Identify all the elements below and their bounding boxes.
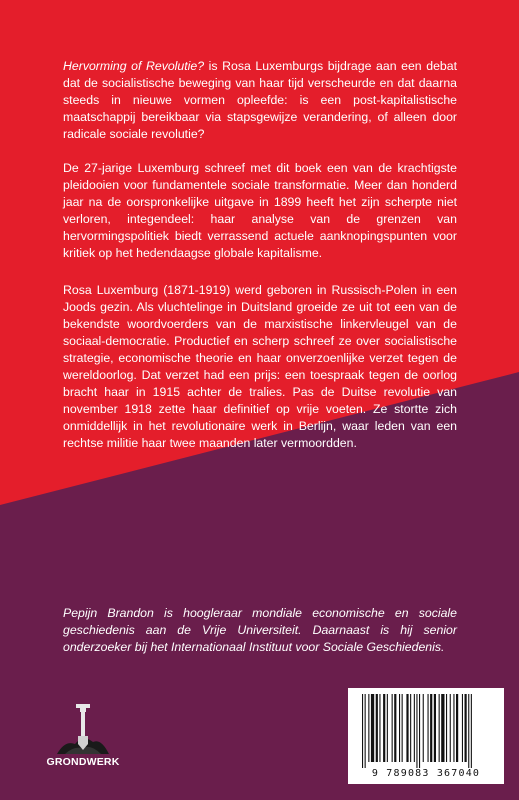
barcode-graphic [360, 694, 498, 770]
barcode-bar [468, 694, 469, 768]
barcode-bar [383, 694, 385, 762]
barcode-bar [416, 694, 417, 768]
barcode-bar [450, 694, 451, 762]
shovel-in-ground-icon [43, 700, 123, 756]
barcode-bar [465, 694, 467, 762]
barcode-bar [365, 694, 366, 768]
summary-paragraph: De 27-jarige Luxemburg schreef met dit boek een van de krachtigste pleidooien voor fundamentele sociale transformatie. Meer dan honderd jaar na de oorspronkelijke uitgave in 1899 heeft het zijn scherpte niet verloren, integendeel: haar analyse van de grenzen van hervormingspolitiek biedt verrassend actuele aanknopingspunten voor kritiek op het hedendaagse globale kapitalisme. [63, 161, 457, 260]
author-history-paragraph: Rosa Luxemburg (1871-1919) werd geboren in Russisch-Polen in een Joods gezin. Als vluchtelinge in Duitsland groeide ze uit tot een van de bekendste woordvoerders van de marxistische linkervleugel van de sociaal-democratie. Productief en scherp schreef ze over socialistische strategie, economische theorie en haar onverzoenlijke verzet tegen de wereldoorlog. Dat verzet had een prijs: een toespraak tegen de oorlog bracht haar in 1915 achter de tralies. Pas de Duitse revolutie van november 1918 zette haar definitief op vrije voeten. Ze stortte zich onmiddellijk in het revolutionaire werk in Berlijn, waar leden van een rechtse militie haar twee maanden later vermoordden. [63, 283, 457, 450]
barcode-bar [439, 694, 440, 762]
editor-bio-paragraph: Pepijn Brandon is hoogleraar mondiale economische en sociale geschiedenis aan de Vrije Universiteit. Daarnaast is hij senior onderzoeker bij het Internationaal Instituut voor Sociale Geschiedenis. [63, 606, 457, 654]
barcode-bar [441, 694, 444, 762]
intro-paragraph [63, 58, 457, 143]
barcode-bar [446, 694, 447, 762]
barcode-bar [399, 694, 400, 762]
barcode-bar [453, 694, 454, 762]
barcode-bar [379, 694, 380, 762]
barcode-bar [462, 694, 463, 762]
barcode-bar [392, 694, 393, 762]
barcode-bar [406, 694, 408, 762]
publisher-logo [43, 700, 123, 770]
book-title-inline: Hervorming of Revolutie? [63, 59, 205, 73]
barcode-bar [410, 694, 411, 762]
barcode-bar [434, 694, 436, 762]
barcode-bar [394, 694, 396, 762]
barcode-bar [414, 694, 415, 762]
barcode-bar [371, 694, 374, 762]
barcode-bar [402, 694, 403, 762]
barcode-bar [419, 694, 420, 768]
intro-paragraph-text: is Rosa Luxemburgs bijdrage aan een debat dat de socialistische beweging van haar tijd verscheurde en dat daarna steeds in nieuwe vormen opleefde: is een post-kapitalistische maatschappij bereikbaar via stapsgewijze verandering, of alleen door radicale sociale revolutie? [63, 59, 458, 141]
barcode-bar [387, 694, 388, 762]
isbn-barcode [348, 688, 504, 784]
barcode-bar [471, 694, 472, 768]
barcode-bar [456, 694, 458, 762]
isbn-number: 9 789083 367040 [371, 768, 481, 779]
publisher-name: GRONDWERK [46, 756, 120, 768]
barcode-bar [428, 694, 429, 762]
barcode-bar [423, 694, 424, 762]
barcode-bar [368, 694, 369, 762]
barcode-bar [430, 694, 432, 762]
barcode-bar [376, 694, 378, 762]
barcode-bar [362, 694, 363, 768]
